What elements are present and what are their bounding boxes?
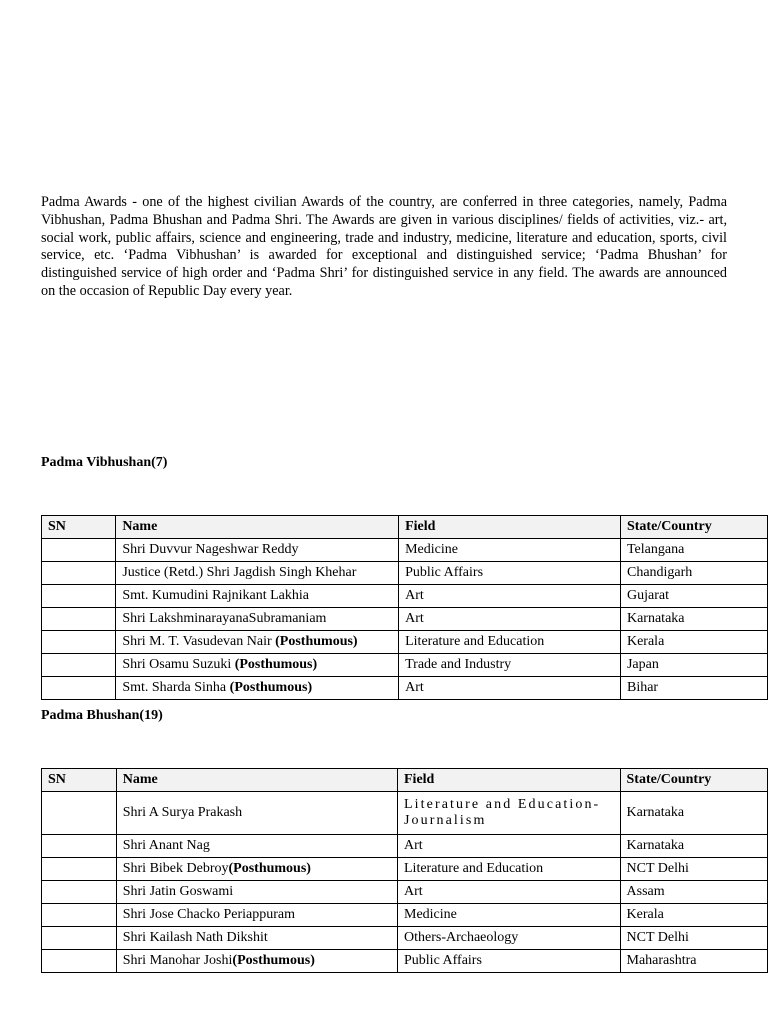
cell-name [116, 904, 397, 927]
cell-field: Literature and Education [398, 858, 621, 881]
awardee-name: Shri Kailash Nath Dikshit [122, 930, 268, 945]
cell-name [116, 562, 399, 585]
cell-sn [42, 927, 117, 950]
cell-state: Karnataka [620, 835, 767, 858]
awardee-name: Shri LakshminarayanaSubramaniam [122, 611, 327, 626]
awardee-name: Smt. Sharda Sinha [122, 680, 230, 695]
section-heading-padma-bhushan: Padma Bhushan(19) [41, 708, 163, 723]
table-row [42, 585, 768, 608]
cell-state: Maharashtra [620, 950, 767, 973]
intro-paragraph: Padma Awards - one of the highest civilian Awards of the country, are conferred in three categories, namely, Padma Vibhushan, Padma Bhushan and Padma Shri. The Awards are given in various disciplines/ fields of activities, viz.- art, social work, public affairs, science and engineering, trade and industry, medicine, literature and education, sports, civil service, etc. ‘Padma Vibhushan’ is awarded for exceptional and distinguished service; ‘Padma Bhushan’ for distinguished service of high order and ‘Padma Shri’ for distinguished service in any field. The awards are announced on the occasion of Republic Day every year. [41, 194, 727, 299]
cell-sn [42, 654, 116, 677]
table-row [42, 654, 768, 677]
awardee-name: Justice (Retd.) Shri Jagdish Singh Khehar [122, 565, 357, 580]
awardee-name: Shri Duvvur Nageshwar Reddy [122, 542, 299, 557]
padma-vibhushan-table [41, 515, 768, 700]
cell-field: Others-Archaeology [398, 927, 621, 950]
cell-field: Literature and Education-Journalism [398, 792, 621, 835]
awardee-name: Shri M. T. Vasudevan Nair [122, 634, 276, 649]
table-row [42, 927, 768, 950]
cell-name [116, 858, 397, 881]
table-row [42, 562, 768, 585]
cell-state: Bihar [620, 677, 767, 700]
cell-sn [42, 881, 117, 904]
cell-sn [42, 677, 116, 700]
awardee-name: Shri Osamu Suzuki [122, 657, 235, 672]
cell-sn [42, 950, 117, 973]
cell-sn [42, 858, 117, 881]
awardee-name: Shri Bibek Debroy [122, 861, 229, 876]
cell-name [116, 792, 397, 835]
cell-field: Art [399, 677, 621, 700]
awardee-name: Smt. Kumudini Rajnikant Lakhia [122, 588, 309, 603]
table-row [42, 904, 768, 927]
cell-sn [42, 608, 116, 631]
cell-name [116, 881, 397, 904]
cell-state: Gujarat [620, 585, 767, 608]
table-row [42, 792, 768, 835]
cell-sn [42, 631, 116, 654]
posthumous-label: (Posthumous) [232, 953, 315, 968]
table-row [42, 677, 768, 700]
column-header-sn: SN [42, 516, 116, 539]
cell-state: Chandigarh [620, 562, 767, 585]
posthumous-label: (Posthumous) [234, 657, 318, 672]
cell-field: Literature and Education [399, 631, 621, 654]
column-header-state: State/Country [620, 769, 767, 792]
cell-name [116, 835, 397, 858]
cell-name [116, 677, 399, 700]
padma-bhushan-table [41, 768, 768, 973]
table-row [42, 608, 768, 631]
awardee-name: Shri Jose Chacko Periappuram [122, 907, 295, 922]
cell-state: Telangana [620, 539, 767, 562]
posthumous-label: (Posthumous) [229, 680, 313, 695]
awardee-name: Shri A Surya Prakash [122, 805, 243, 820]
cell-sn [42, 539, 116, 562]
awardee-name: Shri Manohar Joshi [122, 953, 233, 968]
cell-field: Medicine [399, 539, 621, 562]
cell-sn [42, 792, 117, 835]
cell-state: Karnataka [620, 792, 767, 835]
cell-sn [42, 835, 117, 858]
cell-name [116, 927, 397, 950]
cell-field: Art [399, 585, 621, 608]
table-header-row [42, 769, 768, 792]
cell-name [116, 950, 397, 973]
table-row [42, 631, 768, 654]
posthumous-label: (Posthumous) [275, 634, 358, 649]
cell-name [116, 654, 399, 677]
cell-sn [42, 904, 117, 927]
column-header-field: Field [399, 516, 621, 539]
column-header-name: Name [116, 516, 399, 539]
cell-name [116, 631, 399, 654]
cell-state: NCT Delhi [620, 927, 767, 950]
cell-state: Kerala [620, 904, 767, 927]
cell-state: NCT Delhi [620, 858, 767, 881]
cell-state: Japan [620, 654, 767, 677]
cell-sn [42, 585, 116, 608]
table-row [42, 858, 768, 881]
cell-name [116, 608, 399, 631]
cell-field: Trade and Industry [399, 654, 621, 677]
cell-field: Public Affairs [399, 562, 621, 585]
cell-field: Medicine [398, 904, 621, 927]
cell-state: Karnataka [620, 608, 767, 631]
cell-state: Kerala [620, 631, 767, 654]
cell-name [116, 539, 399, 562]
column-header-name: Name [116, 769, 397, 792]
table-row [42, 881, 768, 904]
column-header-sn: SN [42, 769, 117, 792]
cell-field: Art [399, 608, 621, 631]
table-row [42, 950, 768, 973]
cell-field: Art [398, 835, 621, 858]
table-row [42, 539, 768, 562]
cell-state: Assam [620, 881, 767, 904]
cell-field: Public Affairs [398, 950, 621, 973]
column-header-field: Field [398, 769, 621, 792]
section-heading-padma-vibhushan: Padma Vibhushan(7) [41, 455, 168, 470]
posthumous-label: (Posthumous) [228, 861, 311, 876]
awardee-name: Shri Anant Nag [122, 838, 210, 853]
column-header-state: State/Country [620, 516, 767, 539]
awardee-name: Shri Jatin Goswami [122, 884, 234, 899]
table-row [42, 835, 768, 858]
table-header-row [42, 516, 768, 539]
cell-name [116, 585, 399, 608]
cell-sn [42, 562, 116, 585]
cell-field: Art [398, 881, 621, 904]
